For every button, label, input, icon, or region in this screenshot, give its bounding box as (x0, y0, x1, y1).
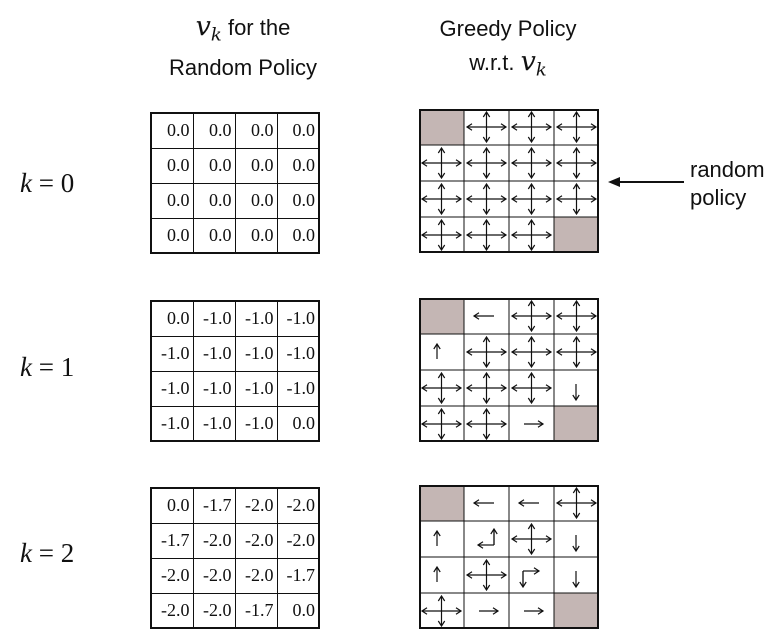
value-cell: 0.0 (277, 148, 319, 183)
annotation-arrow (606, 174, 686, 190)
policy-cell (422, 220, 461, 250)
right-header-line2 (408, 45, 608, 86)
v-subscript: k (210, 24, 222, 46)
value-cell: -1.0 (277, 371, 319, 406)
right-column-header (408, 12, 608, 86)
policy-grid-k0 (419, 109, 599, 253)
left-header-line1 (140, 10, 346, 51)
value-cell: -1.7 (193, 488, 235, 523)
v-symbol: v (195, 11, 211, 42)
policy-cell (467, 409, 506, 439)
policy-arrow-icon (478, 529, 497, 548)
policy-arrow-icon (512, 148, 551, 178)
policy-arrow-icon (467, 184, 506, 214)
policy-arrow-icon (512, 373, 551, 403)
policy-arrow-icon (434, 567, 440, 582)
value-cell: 0.0 (235, 183, 277, 218)
k-label-2: k = 2 (20, 538, 75, 568)
policy-cell (519, 500, 539, 506)
left-header-suffix: for the (221, 15, 291, 40)
policy-cell (434, 344, 440, 359)
value-cell: 0.0 (151, 488, 193, 523)
value-cell: -1.0 (235, 371, 277, 406)
value-cell: 0.0 (277, 183, 319, 218)
policy-cell (524, 608, 543, 614)
policy-cell (557, 112, 596, 142)
value-cell: -1.0 (151, 406, 193, 441)
terminal-cell (554, 593, 599, 629)
policy-cell (512, 148, 551, 178)
policy-cell (524, 421, 543, 427)
value-cell: -1.7 (151, 523, 193, 558)
policy-arrow-icon (479, 608, 498, 614)
policy-cell (512, 112, 551, 142)
policy-arrow-icon (467, 148, 506, 178)
policy-cell (467, 184, 506, 214)
value-cell: -1.0 (193, 301, 235, 336)
policy-arrow-icon (467, 409, 506, 439)
value-cell: -1.0 (235, 301, 277, 336)
policy-arrow-icon (467, 220, 506, 250)
terminal-cell (419, 485, 464, 521)
value-cell: -1.0 (151, 336, 193, 371)
policy-cell (467, 337, 506, 367)
value-cell: -1.0 (277, 301, 319, 336)
policy-cell (512, 220, 551, 250)
value-cell: -2.0 (193, 523, 235, 558)
value-cell: -2.0 (235, 488, 277, 523)
k-label-1: k = 1 (20, 352, 75, 382)
value-cell: 0.0 (151, 148, 193, 183)
policy-cell (467, 560, 506, 590)
policy-arrow-icon (422, 184, 461, 214)
policy-cell (573, 384, 579, 400)
annotation-line1: random (690, 157, 765, 182)
policy-cell (467, 148, 506, 178)
policy-cell (557, 184, 596, 214)
value-cell: -2.0 (193, 593, 235, 628)
terminal-cell (554, 406, 599, 442)
policy-arrow-icon (467, 112, 506, 142)
right-header-line1: Greedy Policy (439, 16, 577, 41)
terminal-cell (419, 298, 464, 334)
policy-cell (467, 220, 506, 250)
policy-arrow-icon (557, 488, 596, 518)
policy-cell (434, 531, 440, 546)
policy-arrow-icon (422, 148, 461, 178)
value-cell: -1.0 (193, 371, 235, 406)
policy-arrow-icon (422, 596, 461, 626)
policy-grid-k1 (419, 298, 599, 442)
value-cell: 0.0 (277, 218, 319, 253)
value-cell: -1.0 (151, 371, 193, 406)
policy-arrow-icon (520, 568, 539, 587)
value-cell: 0.0 (235, 113, 277, 148)
value-cell: 0.0 (193, 218, 235, 253)
policy-arrow-icon (474, 500, 494, 506)
value-cell: 0.0 (193, 113, 235, 148)
value-cell: 0.0 (151, 113, 193, 148)
value-cell: 0.0 (277, 113, 319, 148)
table-row (151, 336, 319, 371)
policy-cell (422, 373, 461, 403)
policy-arrow-icon (422, 220, 461, 250)
policy-arrow-icon (557, 112, 596, 142)
policy-arrow-icon (573, 535, 579, 551)
policy-cell (467, 112, 506, 142)
policy-cell (573, 535, 579, 551)
table-row (151, 148, 319, 183)
value-cell: -2.0 (151, 558, 193, 593)
value-cell: 0.0 (151, 301, 193, 336)
random-policy-annotation (690, 156, 765, 212)
policy-cell (557, 148, 596, 178)
policy-cell (573, 571, 579, 587)
value-cell: 0.0 (277, 593, 319, 628)
policy-cell (474, 313, 494, 319)
policy-arrow-icon (434, 531, 440, 546)
value-cell: -1.7 (235, 593, 277, 628)
value-cell: 0.0 (277, 406, 319, 441)
table-row (151, 113, 319, 148)
table-row (151, 218, 319, 253)
value-cell: -2.0 (277, 488, 319, 523)
value-grid-k0 (150, 112, 320, 254)
policy-cell (557, 337, 596, 367)
policy-cell (422, 184, 461, 214)
policy-arrow-icon (512, 337, 551, 367)
policy-arrow-icon (422, 373, 461, 403)
table-row (151, 593, 319, 628)
table-row (151, 523, 319, 558)
value-cell: 0.0 (193, 148, 235, 183)
policy-arrow-icon (524, 421, 543, 427)
value-cell: 0.0 (235, 218, 277, 253)
table-row (151, 371, 319, 406)
value-cell: -1.7 (277, 558, 319, 593)
value-cell: 0.0 (193, 183, 235, 218)
policy-cell (422, 409, 461, 439)
policy-arrow-icon (519, 500, 539, 506)
policy-arrow-icon (512, 301, 551, 331)
left-header-line2: Random Policy (169, 55, 317, 81)
left-column-header (140, 10, 346, 84)
value-cell: -1.0 (235, 336, 277, 371)
policy-arrow-icon (512, 524, 551, 554)
policy-arrow-icon (512, 184, 551, 214)
value-cell: 0.0 (151, 183, 193, 218)
policy-cell (479, 608, 498, 614)
table-row (151, 488, 319, 523)
table-row (151, 183, 319, 218)
policy-cell (557, 301, 596, 331)
policy-arrow-icon (573, 384, 579, 400)
policy-arrow-icon (467, 560, 506, 590)
policy-cell (422, 148, 461, 178)
policy-cell (512, 373, 551, 403)
policy-arrow-icon (573, 571, 579, 587)
policy-grid-k2 (419, 485, 599, 629)
annotation-line2: policy (690, 185, 747, 210)
policy-arrow-icon (422, 409, 461, 439)
value-cell: -2.0 (235, 558, 277, 593)
policy-cell (512, 301, 551, 331)
policy-arrow-icon (557, 301, 596, 331)
policy-arrow-icon (557, 148, 596, 178)
value-cell: 0.0 (151, 218, 193, 253)
policy-cell (434, 567, 440, 582)
policy-cell (520, 568, 539, 587)
value-cell: -1.0 (277, 336, 319, 371)
value-cell: -1.0 (235, 406, 277, 441)
right-header-prefix: w.r.t. (469, 50, 521, 75)
value-cell: -1.0 (193, 336, 235, 371)
policy-arrow-icon (512, 112, 551, 142)
k-label-0: k = 0 (20, 168, 75, 198)
table-row (151, 558, 319, 593)
policy-arrow-icon (474, 313, 494, 319)
policy-arrow-icon (524, 608, 543, 614)
policy-arrow-icon (557, 337, 596, 367)
policy-arrow-icon (434, 344, 440, 359)
policy-arrow-icon (512, 220, 551, 250)
value-cell: -1.0 (193, 406, 235, 441)
policy-cell (512, 184, 551, 214)
policy-arrow-icon (467, 337, 506, 367)
table-row (151, 406, 319, 441)
terminal-cell (419, 109, 464, 145)
v-subscript: k (535, 59, 547, 81)
value-cell: -2.0 (235, 523, 277, 558)
table-row (151, 301, 319, 336)
terminal-cell (554, 217, 599, 253)
policy-cell (557, 488, 596, 518)
value-cell: -2.0 (277, 523, 319, 558)
value-grid-k2 (150, 487, 320, 629)
policy-arrow-icon (467, 373, 506, 403)
policy-cell (467, 373, 506, 403)
value-cell: -2.0 (151, 593, 193, 628)
policy-cell (474, 500, 494, 506)
policy-cell (512, 524, 551, 554)
policy-cell (422, 596, 461, 626)
value-cell: -2.0 (193, 558, 235, 593)
v-symbol: v (520, 46, 536, 77)
policy-arrow-icon (557, 184, 596, 214)
policy-cell (478, 529, 497, 548)
value-grid-k1 (150, 300, 320, 442)
policy-cell (512, 337, 551, 367)
value-cell: 0.0 (235, 148, 277, 183)
